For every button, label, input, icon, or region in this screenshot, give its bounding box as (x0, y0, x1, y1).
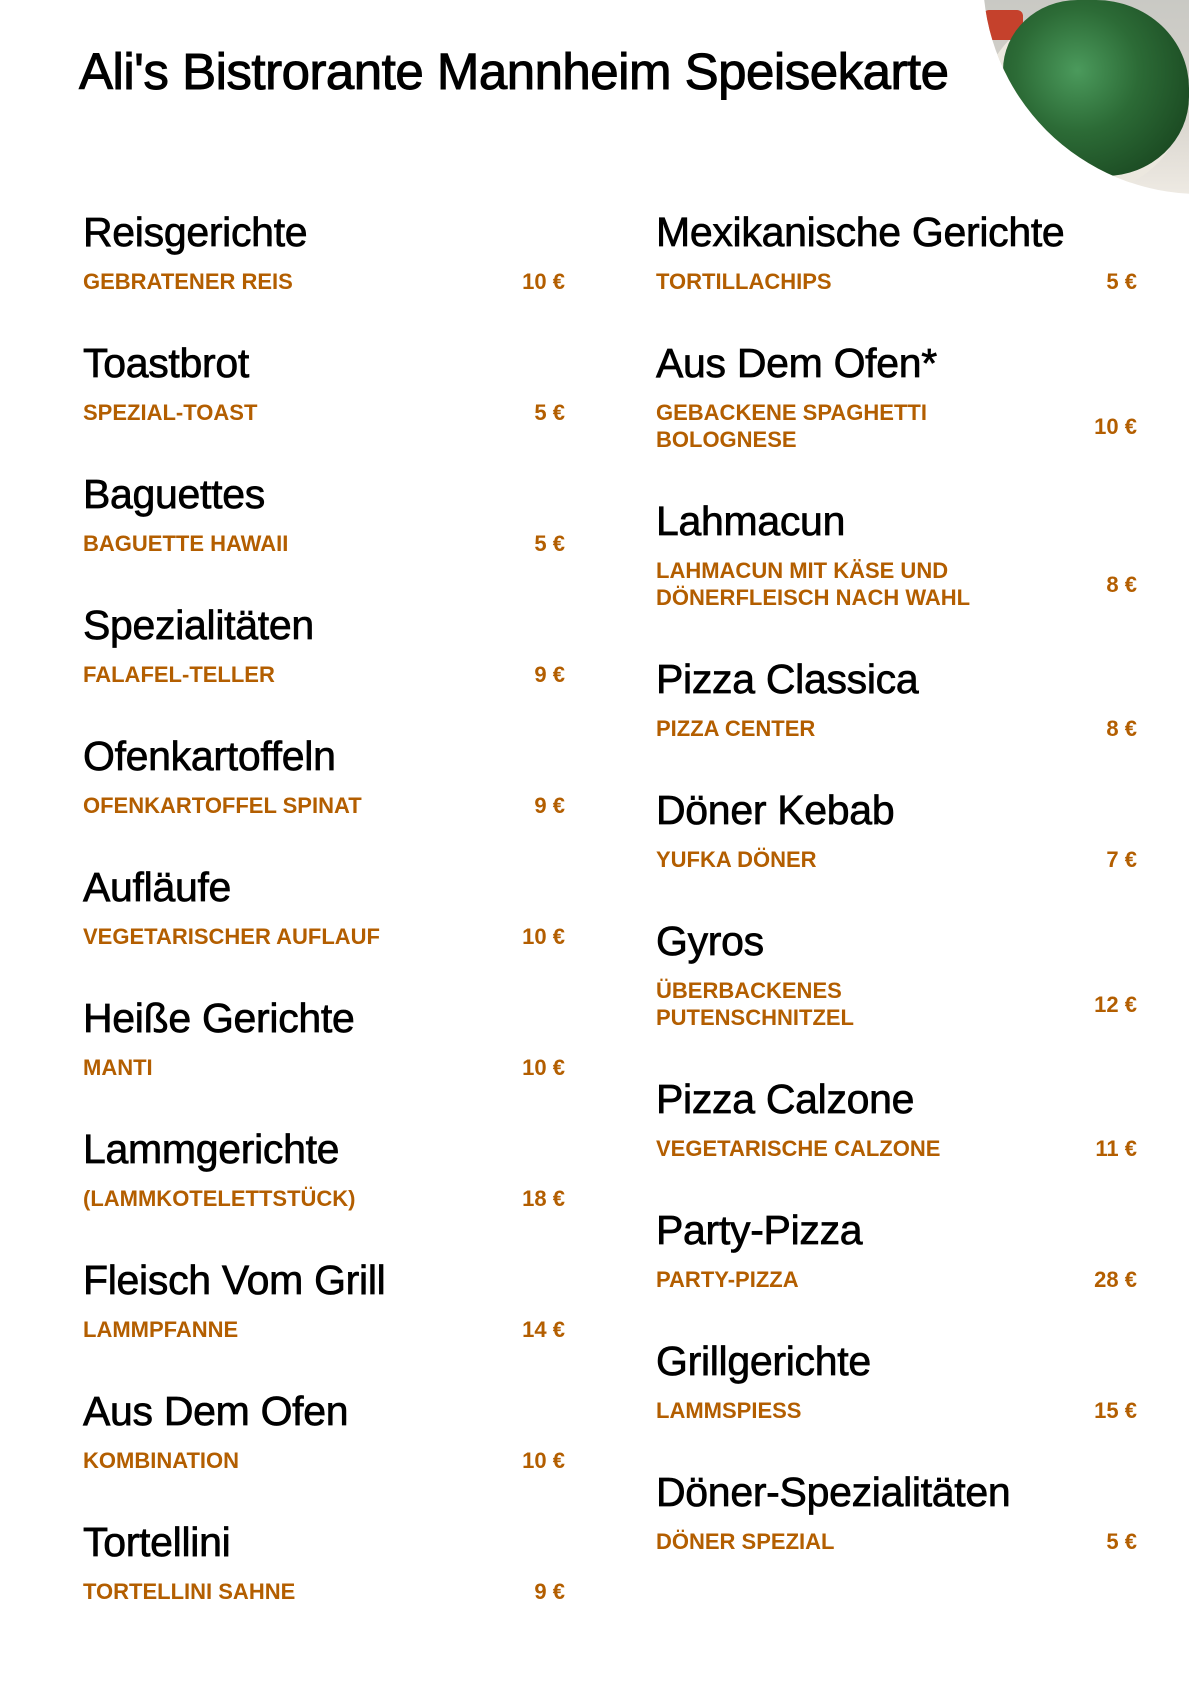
menu-item-name: VEGETARISCHER AUFLAUF (83, 924, 380, 949)
menu-section (656, 915, 1137, 1031)
menu-item (83, 1054, 565, 1081)
section-heading: Döner Kebab (656, 787, 895, 833)
menu-item (656, 977, 1137, 1031)
spinach-shape (1003, 0, 1189, 176)
section-heading: Pizza Calzone (656, 1076, 915, 1122)
menu-section (83, 1123, 565, 1212)
section-heading: Fleisch Vom Grill (83, 1257, 386, 1303)
menu-section (656, 784, 1137, 873)
menu-item (656, 1397, 1137, 1424)
section-heading: Aus Dem Ofen* (656, 340, 937, 386)
section-heading: Lahmacun (656, 498, 846, 544)
menu-section (656, 337, 1137, 453)
menu-item-price: 5 € (1106, 269, 1137, 294)
menu-item-name: FALAFEL-TELLER (83, 662, 275, 687)
menu-item-name: GEBRATENER REIS (83, 269, 293, 294)
menu-item (83, 399, 565, 426)
menu-item (656, 715, 1137, 742)
menu-item-price: 14 € (522, 1317, 565, 1342)
menu-item-name: (LAMMKOTELETTSTÜCK) (83, 1186, 356, 1211)
menu-item (656, 399, 1137, 453)
menu-item (83, 530, 565, 557)
menu-section (83, 1516, 565, 1605)
section-heading: Party-Pizza (656, 1207, 863, 1253)
section-heading: Grillgerichte (656, 1338, 871, 1384)
menu-item (83, 1316, 565, 1343)
menu-item-price: 12 € (1094, 991, 1137, 1017)
menu-item-name: PARTY-PIZZA (656, 1267, 799, 1292)
menu-section (656, 1073, 1137, 1162)
menu-section (83, 861, 565, 950)
menu-section (656, 1335, 1137, 1424)
menu-item-price: 11 € (1095, 1136, 1137, 1161)
menu-item-name: PIZZA CENTER (656, 716, 816, 741)
menu-item-price: 5 € (534, 400, 565, 425)
section-heading: Ofenkartoffeln (83, 733, 336, 779)
menu-section (83, 599, 565, 688)
menu-item (656, 1528, 1137, 1555)
menu-section (656, 206, 1137, 295)
menu-section (83, 1385, 565, 1474)
menu-item (83, 792, 565, 819)
menu-item-price: 28 € (1094, 1267, 1137, 1292)
menu-column-right (656, 206, 1137, 1597)
menu-section (83, 730, 565, 819)
menu-item-price: 10 € (1094, 413, 1137, 439)
menu-item (656, 1135, 1137, 1162)
menu-section (83, 1254, 565, 1343)
menu-item (83, 1447, 565, 1474)
menu-item-name: ÜBERBACKENES PUTENSCHNITZEL (656, 978, 854, 1030)
menu-item-price: 10 € (522, 1448, 565, 1473)
section-heading: Reisgerichte (83, 209, 308, 255)
menu-item-name: YUFKA DÖNER (656, 847, 817, 872)
menu-item-price: 10 € (522, 269, 565, 294)
menu-item-name: KOMBINATION (83, 1448, 240, 1473)
section-heading: Tortellini (83, 1519, 231, 1565)
section-heading: Aus Dem Ofen (83, 1388, 349, 1434)
menu-section (83, 468, 565, 557)
menu-section (656, 1204, 1137, 1293)
menu-item-name: GEBACKENE SPAGHETTI BOLOGNESE (656, 400, 927, 452)
menu-item-price: 9 € (534, 1579, 565, 1604)
menu-section (656, 1466, 1137, 1555)
menu-item-name: OFENKARTOFFEL SPINAT (83, 793, 362, 818)
menu-item (656, 1266, 1137, 1293)
menu-item-name: LAHMACUN MIT KÄSE UND DÖNERFLEISCH NACH WAHL (656, 558, 971, 610)
menu-section (83, 206, 565, 295)
menu-section (83, 992, 565, 1081)
section-heading: Aufläufe (83, 864, 232, 910)
menu-item-name: TORTILLACHIPS (656, 269, 832, 294)
menu-item-name: TORTELLINI SAHNE (83, 1579, 296, 1604)
section-heading: Pizza Classica (656, 656, 919, 702)
menu-item (83, 1185, 565, 1212)
section-heading: Mexikanische Gerichte (656, 209, 1065, 255)
section-heading: Baguettes (83, 471, 265, 517)
menu-item-price: 5 € (1106, 1529, 1137, 1554)
menu-item-price: 5 € (534, 531, 565, 556)
menu-item-name: VEGETARISCHE CALZONE (656, 1136, 941, 1161)
menu-section (656, 653, 1137, 742)
menu-item-name: LAMMPFANNE (83, 1317, 239, 1342)
menu-item-price: 10 € (522, 924, 565, 949)
menu-item (656, 268, 1137, 295)
menu-item (83, 923, 565, 950)
section-heading: Spezialitäten (83, 602, 314, 648)
menu-item (83, 661, 565, 688)
menu-section (656, 495, 1137, 611)
menu-item-price: 9 € (534, 662, 565, 687)
menu-item-name: LAMMSPIESS (656, 1398, 802, 1423)
menu-item-name: SPEZIAL-TOAST (83, 400, 258, 425)
section-heading: Gyros (656, 918, 764, 964)
menu-column-left (83, 206, 565, 1647)
menu-item-price: 8 € (1106, 571, 1137, 597)
menu-item (656, 557, 1137, 611)
section-heading: Heiße Gerichte (83, 995, 355, 1041)
menu-item (83, 268, 565, 295)
menu-item-name: BAGUETTE HAWAII (83, 531, 289, 556)
food-photo (983, 0, 1189, 194)
menu-item-name: DÖNER SPEZIAL (656, 1529, 835, 1554)
menu-item-name: MANTI (83, 1055, 153, 1080)
menu-item-price: 9 € (534, 793, 565, 818)
page-title: Ali's Bistrorante Mannheim Speisekarte (79, 43, 949, 100)
menu-item (656, 846, 1137, 873)
section-heading: Toastbrot (83, 340, 249, 386)
menu-item-price: 10 € (522, 1055, 565, 1080)
menu-item-price: 18 € (522, 1186, 565, 1211)
section-heading: Döner-Spezialitäten (656, 1469, 1011, 1515)
menu-item-price: 7 € (1106, 847, 1137, 872)
menu-item (83, 1578, 565, 1605)
menu-section (83, 337, 565, 426)
menu-item-price: 8 € (1106, 716, 1137, 741)
menu-item-price: 15 € (1094, 1398, 1137, 1423)
section-heading: Lammgerichte (83, 1126, 340, 1172)
